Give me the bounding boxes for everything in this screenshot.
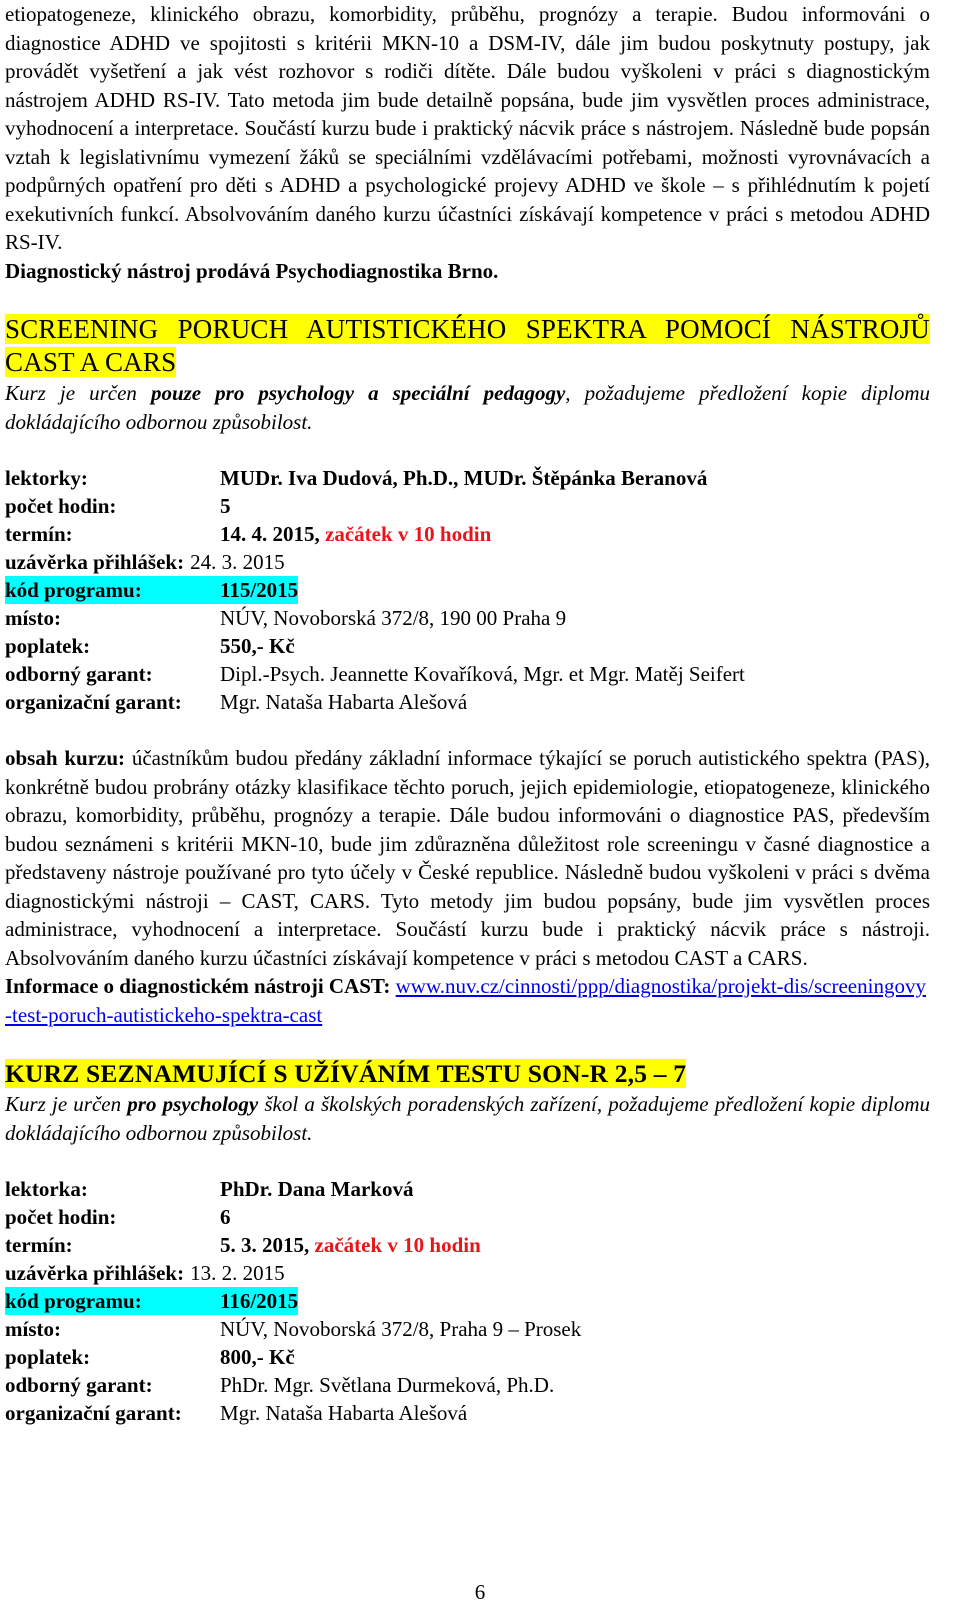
course1-info-line	[5, 972, 930, 1029]
lecturers-value: MUDr. Iva Dudová, Ph.D., MUDr. Štěpánka Beranová	[220, 466, 708, 490]
date-text: 5. 3. 2015,	[220, 1233, 315, 1257]
place-label	[5, 604, 220, 632]
spacer	[5, 285, 930, 313]
intro-note: Diagnostický nástroj prodává Psychodiagnostika Brno.	[5, 258, 499, 283]
expert-label: odborný garant:	[5, 662, 153, 686]
content-text: účastníkům budou předány základní informace týkající se poruch autistického spektra (PAS), konkrétně budou probrány otázky klasifikace těchto poruch, jejich epidemiologie, etiopatogeneze, klinického obrazu, komorbidity, průběhu, prognózy a terapie. Dále budou informováni o diagnostice PAS, především budou seznámeni s kritérii MKN-10, bude jim zdůrazněna důležitost role screeningu v časné diagnostice a představeny nástroje používané pro tyto účely v České republice. Následně budou vyškoleni v práci s dvěma diagnostickými nástroji – CAST, CARS. Tyto metody jim budou popsány, bude jim vysvětlen proces administrace, vyhodnocení a interpretace. Součástí kurzu bude i praktický nácvik práce s nástroji. Absolvováním daného kurzu účastníci získávají kompetence v práci s metodou CAST a CARS.	[5, 746, 931, 970]
org-label: organizační garant:	[5, 1401, 182, 1425]
hours-label: počet hodin:	[5, 1205, 117, 1229]
fee-label: poplatek:	[5, 634, 91, 658]
course1-expert-row	[5, 660, 930, 688]
expert-value: PhDr. Mgr. Světlana Durmeková, Ph.D.	[220, 1373, 555, 1397]
fee-label: poplatek:	[5, 1345, 91, 1369]
course2-title	[5, 1057, 930, 1090]
deadline-label: uzávěrka přihlášek:	[5, 1261, 185, 1285]
date-value	[220, 520, 930, 548]
spacer	[5, 716, 930, 744]
hours-value: 5	[220, 494, 231, 518]
course1-code-row	[5, 576, 930, 604]
org-label: organizační garant:	[5, 690, 182, 714]
course1-intro	[5, 379, 930, 436]
course1-title	[5, 313, 930, 379]
place-value: NÚV, Novoborská 372/8, Praha 9 – Prosek	[220, 1317, 582, 1341]
code-label: kód programu:	[5, 578, 142, 602]
document-page	[5, 0, 930, 1427]
course2-intro	[5, 1090, 930, 1147]
code-highlight	[5, 576, 298, 604]
fee-value: 550,- Kč	[220, 634, 295, 658]
course1-intro-c: , požadujeme předložení kopie diplomu dokládajícího odbornou způsobilost.	[5, 381, 930, 434]
spacer	[5, 436, 930, 464]
course2-intro-c: škol a školských poradenských zařízení, požadujeme předložení kopie diplomu dokládajícího odbornou způsobilost.	[5, 1092, 930, 1145]
date-text: 14. 4. 2015,	[220, 522, 325, 546]
code-highlight	[5, 1287, 298, 1315]
org-value: Mgr. Nataša Habarta Alešová	[220, 1401, 468, 1425]
fee-value: 800,- Kč	[220, 1345, 295, 1369]
course1-fee-row	[5, 632, 930, 660]
course2-expert-row	[5, 1371, 930, 1399]
hours-value: 6	[220, 1205, 231, 1229]
course2-org-row	[5, 1399, 930, 1427]
course2-intro-b: pro psychology	[127, 1092, 259, 1116]
course1-info	[5, 464, 930, 716]
expert-label: odborný garant:	[5, 1373, 153, 1397]
org-value: Mgr. Nataša Habarta Alešová	[220, 690, 468, 714]
deadline-value: 24. 3. 2015	[190, 550, 285, 574]
course2-info	[5, 1175, 930, 1427]
deadline-value: 13. 2. 2015	[190, 1261, 285, 1285]
date-label: termín:	[5, 522, 73, 546]
content-label: obsah kurzu:	[5, 746, 126, 770]
date-start: začátek v 10 hodin	[314, 1233, 481, 1257]
date-start: začátek v 10 hodin	[325, 522, 492, 546]
course2-deadline-row	[5, 1259, 930, 1287]
course1-org-row	[5, 688, 930, 716]
spacer	[5, 1147, 930, 1175]
course1-title-text: SCREENING PORUCH AUTISTICKÉHO SPEKTRA POMOCÍ NÁSTROJŮ CAST A CARS	[5, 314, 930, 377]
course2-hours-row	[5, 1203, 930, 1231]
course2-lecturer-row	[5, 1175, 930, 1203]
course2-fee-row	[5, 1343, 930, 1371]
course1-date-row	[5, 520, 930, 548]
course1-intro-a: Kurz je určen	[5, 381, 151, 405]
place-label: místo:	[5, 1317, 61, 1341]
expert-value: Dipl.-Psych. Jeannette Kovaříková, Mgr. et Mgr. Matěj Seifert	[220, 662, 745, 686]
course2-date-row	[5, 1231, 930, 1259]
hours-label: počet hodin:	[5, 494, 117, 518]
place-label-text: místo:	[5, 606, 61, 630]
course1-lecturers-row	[5, 464, 930, 492]
code-value: 115/2015	[220, 578, 299, 602]
spacer	[5, 1029, 930, 1057]
lecturer-label: lektorka:	[5, 1177, 88, 1201]
deadline-label: uzávěrka přihlášek:	[5, 550, 185, 574]
course1-deadline-row	[5, 548, 930, 576]
course2-place-row	[5, 1315, 930, 1343]
course1-hours-row	[5, 492, 930, 520]
place-value: NÚV, Novoborská 372/8, 190 00 Praha 9	[220, 606, 567, 630]
course1-content	[5, 744, 930, 972]
lecturer-value: PhDr. Dana Marková	[220, 1177, 414, 1201]
intro-paragraph: etiopatogeneze, klinického obrazu, komorbidity, průběhu, prognózy a terapie. Budou informováni o diagnostice ADHD ve spojitosti s kritérii MKN-10 a DSM-IV, dále jim budou poskytnuty postupy, jak provádět vyšetření a jak vést rozhovor s rodiči dítěte. Dále budou vyškoleni v práci s diagnostickým nástrojem ADHD RS-IV. Tato metoda jim bude detailně popsána, bude jim vysvětlen proces administrace, vyhodnocení a interpretace. Součástí kurzu bude i praktický nácvik práce s nástrojem. Následně bude popsán vztah k legislativnímu vymezení žáků se speciálními vzdělávacími potřebami, možnosti vyrovnávacích a podpůrných opatření pro děti s ADHD a psychologické projevy ADHD ve škole – s přihlédnutím k pojetí exekutivních funkcí. Absolvováním daného kurzu účastníci získávají kompetence v práci s metodou ADHD RS-IV.	[5, 2, 930, 254]
code-label: kód programu:	[5, 1289, 142, 1313]
course2-intro-a: Kurz je určen	[5, 1092, 128, 1116]
code-value: 116/2015	[220, 1289, 299, 1313]
date-value	[220, 1231, 930, 1259]
page-number: 6	[474, 1580, 486, 1604]
course1-place-row	[5, 604, 930, 632]
course2-code-row	[5, 1287, 930, 1315]
info-label: Informace o diagnostickém nástroji CAST:	[5, 974, 391, 998]
cast-info-link[interactable]: www.nuv.cz/cinnosti/ppp/diagnostika/projekt-dis/screeningovy-test-poruch-autistickeho-spektra-cast	[5, 974, 926, 1027]
lecturers-label: lektorky:	[5, 466, 88, 490]
course2-title-text: KURZ SEZNAMUJÍCÍ S UŽÍVÁNÍM TESTU SON-R 2,5 – 7	[5, 1059, 687, 1088]
date-label: termín:	[5, 1233, 73, 1257]
course1-intro-b: pouze pro psychology a speciální pedagogy	[150, 381, 566, 405]
